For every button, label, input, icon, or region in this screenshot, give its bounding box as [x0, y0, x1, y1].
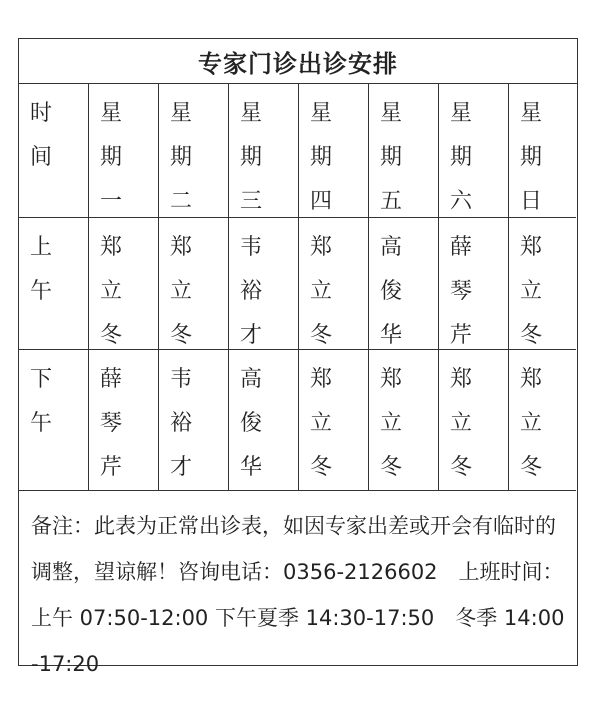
day-char: 二	[170, 189, 193, 214]
day-char: 星	[240, 101, 263, 126]
doctor-cell	[89, 350, 159, 491]
doctor-char: 立	[520, 411, 543, 436]
doctor-char: 华	[240, 455, 263, 480]
doctor-char: 才	[170, 455, 193, 480]
doctor-cell	[509, 350, 576, 491]
doctor-char: 韦	[170, 367, 193, 392]
doctor-char: 冬	[170, 323, 193, 348]
doctor-char: 冬	[310, 455, 333, 480]
doctor-char: 冬	[450, 455, 473, 480]
header-day-sunday	[509, 84, 576, 218]
doctor-cell	[369, 350, 439, 491]
day-char: 期	[380, 145, 403, 170]
doctor-char: 冬	[520, 323, 543, 348]
doctor-char: 高	[380, 235, 403, 260]
day-char: 三	[240, 189, 263, 214]
remarks-note: 备注：此表为正常出诊表，如因专家出差或开会有临时的调整，望谅解！咨询电话：0356-2126602 上班时间：上午 07:50-12:00 下午夏季 14:30-17:50 冬季 14:00-17:20	[31, 514, 565, 676]
period-char: 午	[30, 279, 53, 304]
schedule-table	[18, 38, 578, 676]
header-time-cell	[19, 84, 89, 218]
day-char: 星	[310, 101, 333, 126]
doctor-char: 芹	[100, 455, 123, 480]
doctor-char: 裕	[240, 279, 263, 304]
doctor-char: 芹	[450, 323, 473, 348]
day-char: 星	[170, 101, 193, 126]
doctor-char: 立	[520, 279, 543, 304]
doctor-char: 立	[450, 411, 473, 436]
day-char: 五	[380, 189, 403, 214]
doctor-char: 立	[310, 279, 333, 304]
header-time-char: 时	[30, 101, 53, 126]
doctor-char: 郑	[170, 235, 193, 260]
doctor-char: 郑	[450, 367, 473, 392]
day-char: 六	[450, 189, 473, 214]
doctor-cell	[509, 218, 576, 350]
day-char: 期	[240, 145, 263, 170]
period-afternoon-cell	[19, 350, 89, 491]
doctor-char: 立	[380, 411, 403, 436]
doctor-char: 冬	[310, 323, 333, 348]
doctor-cell	[299, 218, 369, 350]
doctor-char: 华	[380, 323, 403, 348]
period-char: 下	[30, 367, 53, 392]
doctor-char: 郑	[520, 235, 543, 260]
period-char: 上	[30, 235, 53, 260]
doctor-char: 薛	[100, 367, 123, 392]
header-day-wednesday	[229, 84, 299, 218]
header-day-thursday	[299, 84, 369, 218]
header-day-saturday	[439, 84, 509, 218]
day-char: 期	[170, 145, 193, 170]
doctor-char: 裕	[170, 411, 193, 436]
day-char: 日	[520, 189, 543, 214]
table-title: 专家门诊出诊安排	[19, 39, 577, 84]
doctor-char: 立	[100, 279, 123, 304]
doctor-char: 才	[240, 323, 263, 348]
day-char: 期	[450, 145, 473, 170]
day-char: 一	[100, 189, 123, 214]
doctor-char: 薛	[450, 235, 473, 260]
day-char: 星	[380, 101, 403, 126]
day-char: 四	[310, 189, 333, 214]
period-char: 午	[30, 411, 53, 436]
day-char: 星	[520, 101, 543, 126]
doctor-char: 立	[310, 411, 333, 436]
doctor-cell	[229, 350, 299, 491]
header-time-char: 间	[30, 145, 53, 170]
doctor-char: 俊	[380, 279, 403, 304]
day-char: 星	[450, 101, 473, 126]
schedule-grid	[19, 84, 577, 491]
doctor-cell	[439, 350, 509, 491]
day-char: 星	[100, 101, 123, 126]
doctor-cell	[439, 218, 509, 350]
doctor-char: 俊	[240, 411, 263, 436]
doctor-char: 郑	[380, 367, 403, 392]
doctor-char: 郑	[310, 367, 333, 392]
day-char: 期	[100, 145, 123, 170]
doctor-char: 韦	[240, 235, 263, 260]
doctor-cell	[229, 218, 299, 350]
doctor-cell	[159, 218, 229, 350]
header-day-friday	[369, 84, 439, 218]
doctor-char: 冬	[100, 323, 123, 348]
doctor-cell	[299, 350, 369, 491]
doctor-char: 郑	[100, 235, 123, 260]
doctor-char: 郑	[310, 235, 333, 260]
doctor-char: 琴	[450, 279, 473, 304]
doctor-cell	[369, 218, 439, 350]
day-char: 期	[310, 145, 333, 170]
doctor-cell	[159, 350, 229, 491]
header-day-monday	[89, 84, 159, 218]
doctor-char: 冬	[520, 455, 543, 480]
day-char: 期	[520, 145, 543, 170]
header-day-tuesday	[159, 84, 229, 218]
doctor-char: 高	[240, 367, 263, 392]
doctor-cell	[89, 218, 159, 350]
period-morning-cell	[19, 218, 89, 350]
doctor-char: 立	[170, 279, 193, 304]
doctor-char: 冬	[380, 455, 403, 480]
doctor-char: 琴	[100, 411, 123, 436]
doctor-char: 郑	[520, 367, 543, 392]
